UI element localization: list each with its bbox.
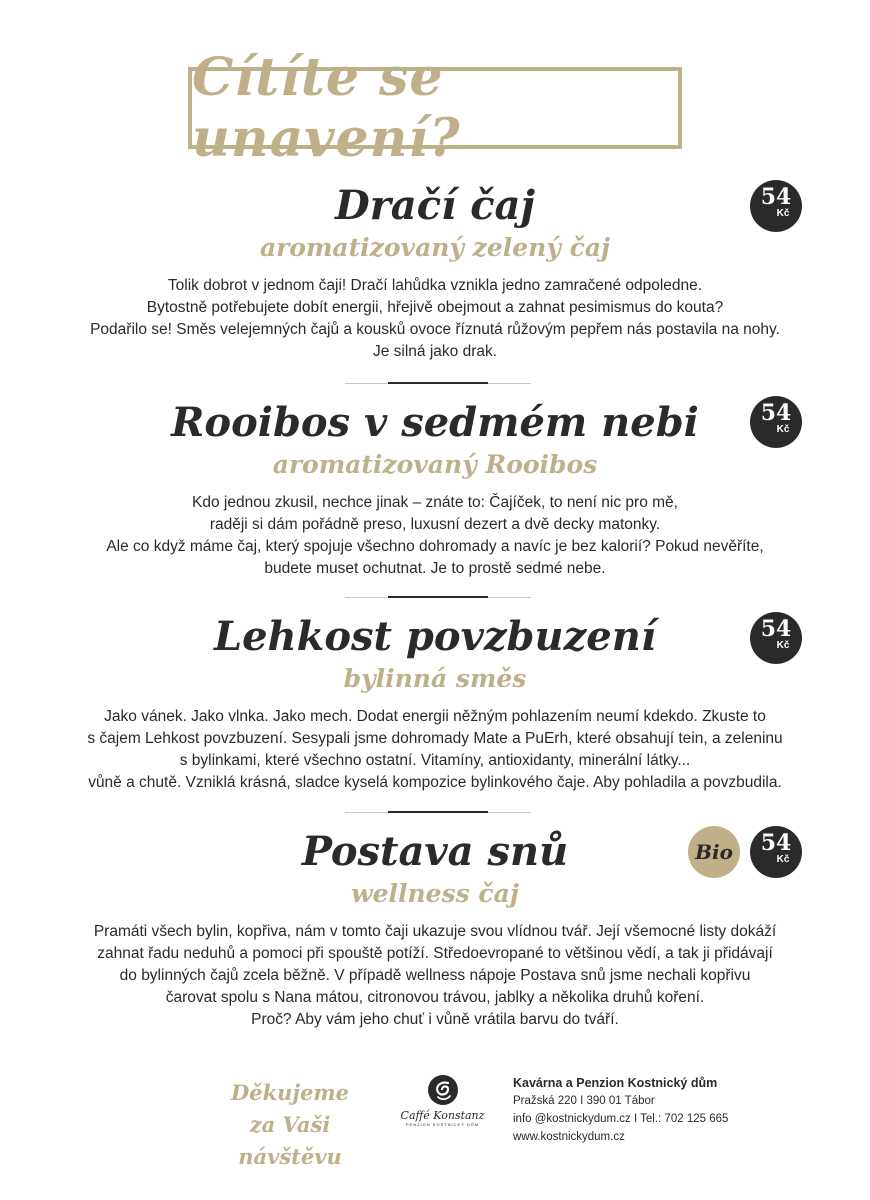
tea-description: Kdo jednou zkusil, nechce jinak – znáte to: Čajíček, to není nic pro mě, raději si dám pořádně preso, luxusní dezert a dvě decky matonky. Ale co když máme čaj, který spojuje všechno dohromady a navíc je bez kalorií? Pokud nevěříte, budete muset ochutnat. Je to prostě sedmé nebe.	[106, 494, 764, 577]
tea-item-lehkost	[0, 614, 870, 794]
tea-name: Dračí čaj	[335, 182, 535, 229]
price-value: 54	[760, 616, 792, 642]
price-value: 54	[760, 400, 792, 426]
tea-name: Rooibos v sedmém nebi	[171, 399, 699, 446]
thanks-line-2: za Vaši návštěvu	[238, 1112, 342, 1169]
price-currency: Kč	[776, 854, 790, 865]
contact-email-phone: info @kostnickydum.cz I Tel.: 702 125 665	[513, 1113, 729, 1125]
tea-name: Postava snů	[301, 828, 569, 875]
tea-item-draci-caj	[0, 183, 870, 363]
price-badge	[750, 396, 802, 448]
tea-subtitle: aromatizovaný zelený čaj	[259, 233, 611, 262]
logo-name: Caffé Konstanz	[400, 1109, 485, 1122]
contact-name: Kavárna a Penzion Kostnický dům	[513, 1076, 718, 1090]
tea-name: Lehkost povzbuzení	[213, 613, 657, 660]
logo-subtitle: PENZION KOSTNICKÝ DŮM	[405, 1122, 480, 1127]
tea-item-postava-snu	[0, 829, 870, 1031]
title-frame	[188, 47, 682, 169]
contact-website: www.kostnickydum.cz	[513, 1131, 625, 1143]
price-currency: Kč	[776, 424, 790, 435]
tea-description: Jako vánek. Jako vlnka. Jako mech. Dodat energii něžným pohlazením neumí kdekdo. Zkuste to s čajem Lehkost povzbuzení. Sesypali jsme dohromady Mate a PuErh, které obsahují tein, a zeleninu s bylinkami, které všechno ostatní. Vitamíny, antioxidanty, minerální látky... vůně a chutě. Vzniklá krásná, sladce kyselá kompozice bylinkového čaje. Aby pohladila a povzbudila.	[87, 708, 783, 791]
thanks-line-1: Děkujeme	[231, 1080, 349, 1105]
price-currency: Kč	[776, 640, 790, 651]
tea-subtitle: bylinná směs	[343, 664, 527, 693]
price-currency: Kč	[776, 208, 790, 219]
bio-badge: Bio	[688, 826, 740, 878]
tea-subtitle: wellness čaj	[351, 879, 519, 908]
section-divider	[345, 597, 531, 598]
contact-address: Pražská 220 I 390 01 Tábor	[513, 1095, 655, 1107]
thank-you-note	[200, 1077, 380, 1173]
tea-description: Pramáti všech bylin, kopřiva, nám v tomto čaji ukazuje svou vlídnou tvář. Její všemocné listy dokáží zahnat řadu neduhů a pomoci při spouště potíží. Středoevropané to většinou vědí, a tak ji přidávají do bylinných čajů zcela běžně. V případě wellness nápoje Postava snů jsme nechali kopřivu čarovat spolu s Nana mátou, citronovou trávou, jablky a několika druhů koření. Proč? Aby vám jeho chuť i vůně vrátila barvu do tváří.	[93, 923, 777, 1028]
price-value: 54	[760, 830, 792, 856]
price-value: 54	[760, 184, 792, 210]
price-badge	[750, 180, 802, 232]
section-divider	[345, 383, 531, 384]
tea-item-rooibos	[0, 400, 870, 580]
page-title: Cítíte se unavení?	[192, 47, 461, 169]
cafe-emblem-icon	[426, 1073, 460, 1107]
price-badge	[750, 826, 802, 878]
contact-block	[513, 1074, 728, 1146]
cafe-logo	[390, 1073, 495, 1143]
tea-description: Tolik dobrot v jednom čaji! Dračí lahůdka vznikla jedno zamračené odpoledne. Bytostně potřebujete dobít energii, hřejivě obejmout a zahnat pesimismus do kouta? Podařilo se! Směs velejemných čajů a kousků ovoce říznutá růžovým pepřem nás postavila na nohy. Je silná jako drak.	[90, 277, 780, 360]
section-divider	[345, 812, 531, 813]
price-badge	[750, 612, 802, 664]
tea-subtitle: aromatizovaný Rooibos	[272, 450, 598, 479]
